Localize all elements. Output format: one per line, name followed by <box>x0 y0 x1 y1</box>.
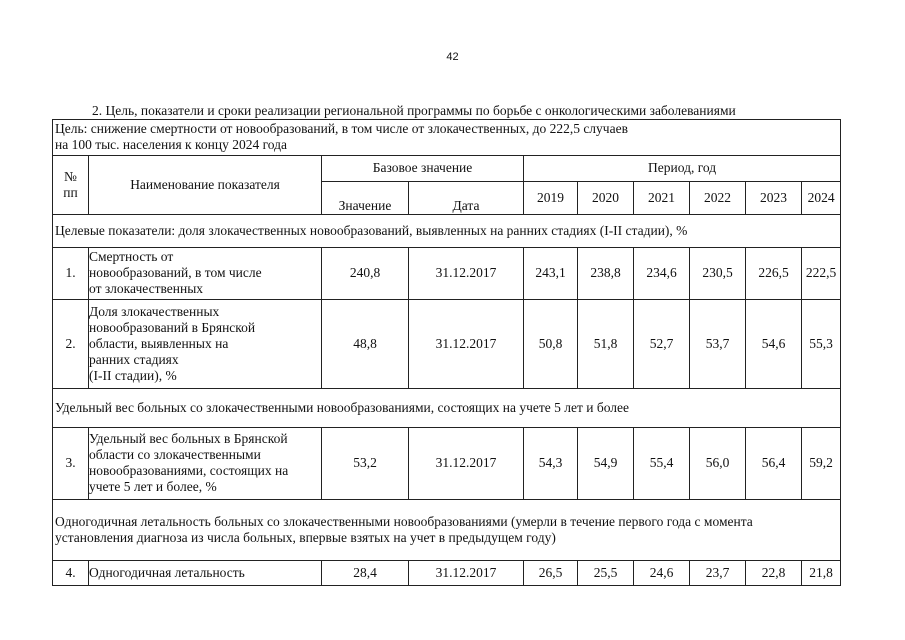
table-row <box>53 427 841 499</box>
header-base-value: Базовое значение <box>322 155 524 181</box>
year-value: 54,3 <box>524 427 578 499</box>
header-row-1 <box>53 155 841 181</box>
indicator-name-line: Удельный вес больных в Брянской <box>89 431 288 447</box>
row-number: 2. <box>53 299 89 388</box>
indicator-name-line: новообразований, в том числе <box>89 265 262 281</box>
indicator-name-line: учете 5 лет и более, % <box>89 479 217 495</box>
base-date: 31.12.2017 <box>409 561 524 586</box>
table-row <box>53 248 841 299</box>
year-value: 51,8 <box>578 299 634 388</box>
year-value: 230,5 <box>690 248 746 299</box>
section-title-line: установления диагноза из числа больных, впервые взятых на учет в предыдущем году) <box>55 530 556 546</box>
base-value: 53,2 <box>322 427 409 499</box>
base-value: 28,4 <box>322 561 409 586</box>
section-title: Целевые показатели: доля злокачественных новообразований, выявленных на ранних стадиях (I-II стадии), % <box>53 215 841 248</box>
indicator-name-line: новообразований в Брянской <box>89 319 256 335</box>
section-title-line: Одногодичная летальность больных со злокачественными новообразованиями (умерли в течение первого года с момента <box>55 514 753 530</box>
goal-cell <box>53 120 841 156</box>
year-value: 222,5 <box>802 248 841 299</box>
goal-line-2: на 100 тыс. населения к концу 2024 года <box>55 137 287 153</box>
header-number <box>53 155 89 215</box>
year-value: 56,4 <box>746 427 802 499</box>
indicator-name <box>89 427 322 499</box>
year-value: 238,8 <box>578 248 634 299</box>
year-value: 55,4 <box>634 427 690 499</box>
year-value: 243,1 <box>524 248 578 299</box>
header-number-line-2: пп <box>63 185 78 201</box>
section-title <box>53 499 841 561</box>
indicator-name-line: области, выявленных на <box>89 335 229 351</box>
indicator-name <box>89 248 322 299</box>
indicator-name-line: Доля злокачественных <box>89 303 220 319</box>
indicator-name <box>89 299 322 388</box>
year-value: 24,6 <box>634 561 690 586</box>
header-value: Значение <box>322 181 409 215</box>
year-value: 52,7 <box>634 299 690 388</box>
table-row <box>53 299 841 388</box>
year-value: 21,8 <box>802 561 841 586</box>
year-value: 226,5 <box>746 248 802 299</box>
year-value: 25,5 <box>578 561 634 586</box>
header-year: 2020 <box>578 181 634 215</box>
year-value: 59,2 <box>802 427 841 499</box>
row-number: 4. <box>53 561 89 586</box>
table-row <box>53 561 841 586</box>
header-year: 2023 <box>746 181 802 215</box>
row-number: 1. <box>53 248 89 299</box>
section-row <box>53 215 841 248</box>
year-value: 26,5 <box>524 561 578 586</box>
header-number-line-1: № <box>64 169 77 185</box>
section-row <box>53 499 841 561</box>
indicator-name-line: Одногодичная летальность <box>89 565 245 581</box>
year-value: 50,8 <box>524 299 578 388</box>
header-date: Дата <box>409 181 524 215</box>
indicator-name-line: новообразованиями, состоящих на <box>89 463 289 479</box>
indicator-name-line: от злокачественных <box>89 281 204 297</box>
header-year: 2024 <box>802 181 841 215</box>
year-value: 23,7 <box>690 561 746 586</box>
header-year: 2021 <box>634 181 690 215</box>
header-period: Период, год <box>524 155 841 181</box>
page-number: 42 <box>446 51 459 63</box>
year-value: 54,9 <box>578 427 634 499</box>
base-value: 48,8 <box>322 299 409 388</box>
year-value: 22,8 <box>746 561 802 586</box>
year-value: 234,6 <box>634 248 690 299</box>
indicator-name-line: (I-II стадии), % <box>89 367 177 383</box>
goal-line-1: Цель: снижение смертности от новообразований, в том числе от злокачественных, до 222,5 случаев <box>55 121 628 137</box>
indicators-table <box>52 119 841 586</box>
header-year: 2019 <box>524 181 578 215</box>
header-indicator-name: Наименование показателя <box>89 155 322 215</box>
indicator-name-line: области со злокачественными <box>89 447 261 463</box>
indicator-name-line: Смертность от <box>89 249 174 265</box>
year-value: 54,6 <box>746 299 802 388</box>
row-number: 3. <box>53 427 89 499</box>
base-date: 31.12.2017 <box>409 427 524 499</box>
year-value: 55,3 <box>802 299 841 388</box>
base-date: 31.12.2017 <box>409 299 524 388</box>
indicator-name <box>89 561 322 586</box>
indicator-name-line: ранних стадиях <box>89 351 179 367</box>
section-title: Удельный вес больных со злокачественными новообразованиями, состоящих на учете 5 лет и более <box>53 388 841 427</box>
header-year: 2022 <box>690 181 746 215</box>
year-value: 53,7 <box>690 299 746 388</box>
year-value: 56,0 <box>690 427 746 499</box>
section-heading: 2. Цель, показатели и сроки реализации региональной программы по борьбе с онкологическими заболеваниями <box>92 103 736 118</box>
section-row <box>53 388 841 427</box>
base-date: 31.12.2017 <box>409 248 524 299</box>
base-value: 240,8 <box>322 248 409 299</box>
goal-row <box>53 120 841 156</box>
